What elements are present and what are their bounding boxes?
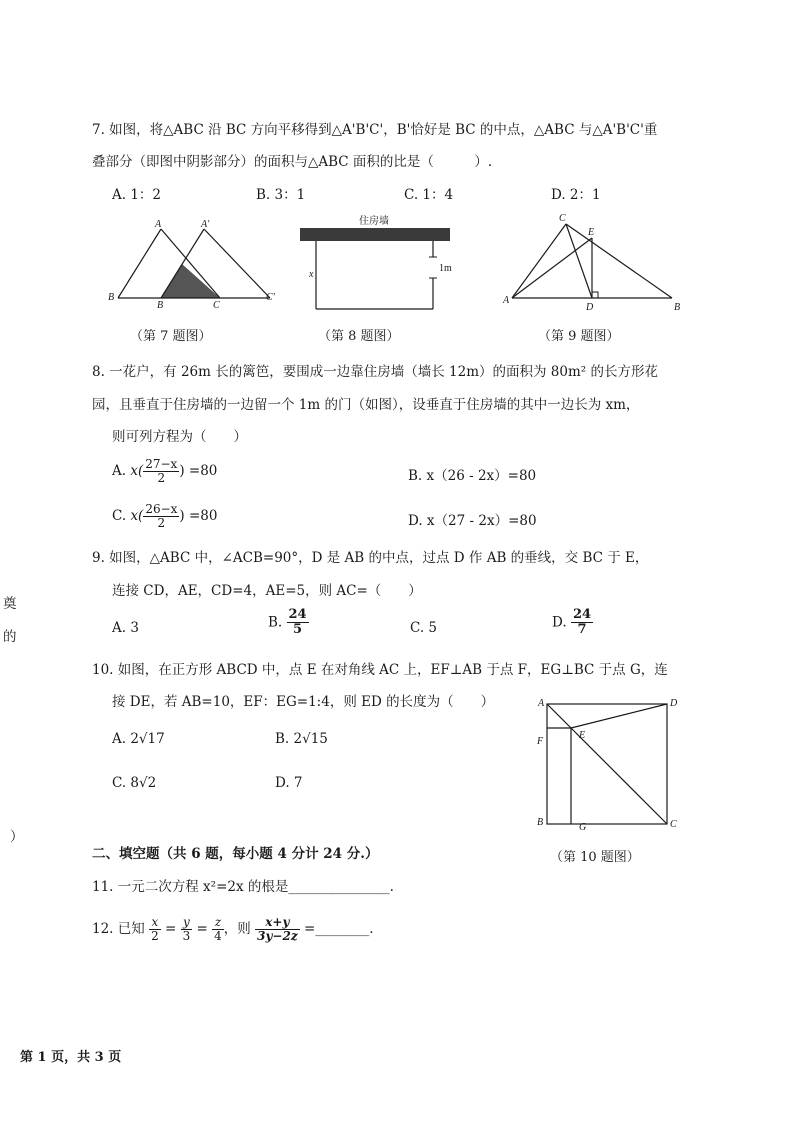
label-b: B	[537, 817, 544, 828]
section-heading: 二、填空题（共 6 题，每小题 4 分计 24 分.）	[92, 846, 379, 862]
side-x-label: x	[309, 269, 314, 280]
figure-8-caption: （第 8 题图）	[318, 329, 400, 344]
margin-mark-1: 奠	[3, 596, 17, 612]
label-a: A	[538, 698, 545, 709]
q7-stem-line1: 7. 如图，将△ABC 沿 BC 方向平移得到△A'B'C'，B'恰好是 BC 的中点，△ABC 与△A'B'C'重	[92, 122, 658, 138]
q7-option-b: B. 3：1	[256, 187, 306, 203]
q8-stem-line2: 园，且垂直于住房墙的一边留一个 1m 的门（如图），设垂直于住房墙的其中一边长为 xm，	[92, 397, 640, 413]
label-f: F	[537, 736, 544, 747]
q11: 11. 一元二次方程 x²=2x 的根是_______________.	[92, 879, 394, 895]
label-a: A	[503, 295, 510, 306]
q9-option-a: A. 3	[112, 620, 139, 636]
q8-option-a: A. x( $\frac{27-x}{2}$ ) =80	[112, 457, 218, 486]
figure-9	[500, 210, 690, 314]
label-d: D	[670, 698, 678, 709]
q9-option-d: D. $\frac{24}{7}$	[552, 607, 592, 638]
label-e: E	[588, 227, 595, 238]
q9-option-b: B. $\frac{24}{5}$	[268, 607, 307, 638]
label-b-prime: B	[157, 300, 164, 311]
label-c: C	[670, 819, 677, 830]
q10-option-d: D. 7	[275, 775, 303, 791]
q11-answer-blank: _______________	[288, 879, 390, 895]
label-c: C	[213, 300, 220, 311]
q8-stem-line1: 8. 一花户，有 26m 长的篱笆，要围成一边靠住房墙（墙长 12m）的面积为 80m² 的长方形花	[92, 364, 658, 380]
q7-stem-line2: 叠部分（即图中阴影部分）的面积与△ABC 面积的比是（ ）.	[92, 154, 493, 170]
label-e: E	[579, 730, 586, 741]
q12-answer-blank: ________	[315, 921, 370, 938]
page-footer: 第 1 页，共 3 页	[20, 1050, 122, 1065]
wall-label: 住房墙	[359, 216, 389, 227]
q8-option-d: D. x（27 - 2x）=80	[408, 513, 537, 529]
figure-7	[100, 216, 290, 312]
q10-option-b: B. 2√15	[275, 731, 328, 747]
gate-label: 1m	[439, 263, 452, 274]
q12: 12. 已知 $\frac{x}{2}$ = $\frac{y}{3}$ = $\frac{z}{4}$ ，则 $\frac{x+y}{3y-2z}$ =________.	[92, 915, 374, 944]
q8-stem-line3: 则可列方程为（ ）	[112, 429, 247, 445]
q10-stem-line1: 10. 如图，在正方形 ABCD 中，点 E 在对角线 AC 上，EF⊥AB 于点 F，EG⊥BC 于点 G，连	[92, 662, 668, 678]
overlap-shaded-region	[161, 264, 220, 298]
q9-stem-line2: 连接 CD，AE，CD=4，AE=5，则 AC=（ ）	[112, 583, 422, 599]
q10-option-a: A. 2√17	[112, 731, 165, 747]
figure-7-caption: （第 7 题图）	[130, 329, 212, 344]
label-d: D	[586, 302, 594, 313]
label-a: A	[155, 219, 162, 230]
label-c-prime: C'	[266, 292, 275, 303]
q7-option-d: D. 2：1	[551, 187, 601, 203]
figure-10-caption: （第 10 题图）	[550, 850, 640, 865]
q7-option-a: A. 1：2	[112, 187, 162, 203]
q9-stem-line1: 9. 如图，△ABC 中，∠ACB=90°，D 是 AB 的中点，过点 D 作 AB 的垂线，交 BC 于 E，	[92, 550, 649, 566]
q9-option-c: C. 5	[410, 620, 438, 636]
figure-9-caption: （第 9 题图）	[538, 329, 620, 344]
q10-stem-line2: 接 DE，若 AB=10，EF：EG=1:4，则 ED 的长度为（ ）	[112, 694, 495, 710]
q10-option-c: C. 8√2	[112, 775, 157, 791]
q8-option-b: B. x（26 - 2x）=80	[408, 468, 537, 484]
label-c: C	[559, 213, 566, 224]
label-b: B	[108, 292, 115, 303]
label-a-prime: A'	[201, 219, 210, 230]
figure-8	[296, 212, 456, 314]
margin-mark-3: ）	[10, 829, 24, 845]
house-wall	[300, 228, 450, 241]
figure-10	[532, 694, 682, 834]
q8-option-c: C. x( $\frac{26-x}{2}$ ) =80	[112, 502, 218, 531]
label-b: B	[674, 302, 681, 313]
label-g: G	[579, 822, 587, 833]
margin-mark-2: 的	[3, 629, 17, 645]
q7-option-c: C. 1：4	[404, 187, 454, 203]
